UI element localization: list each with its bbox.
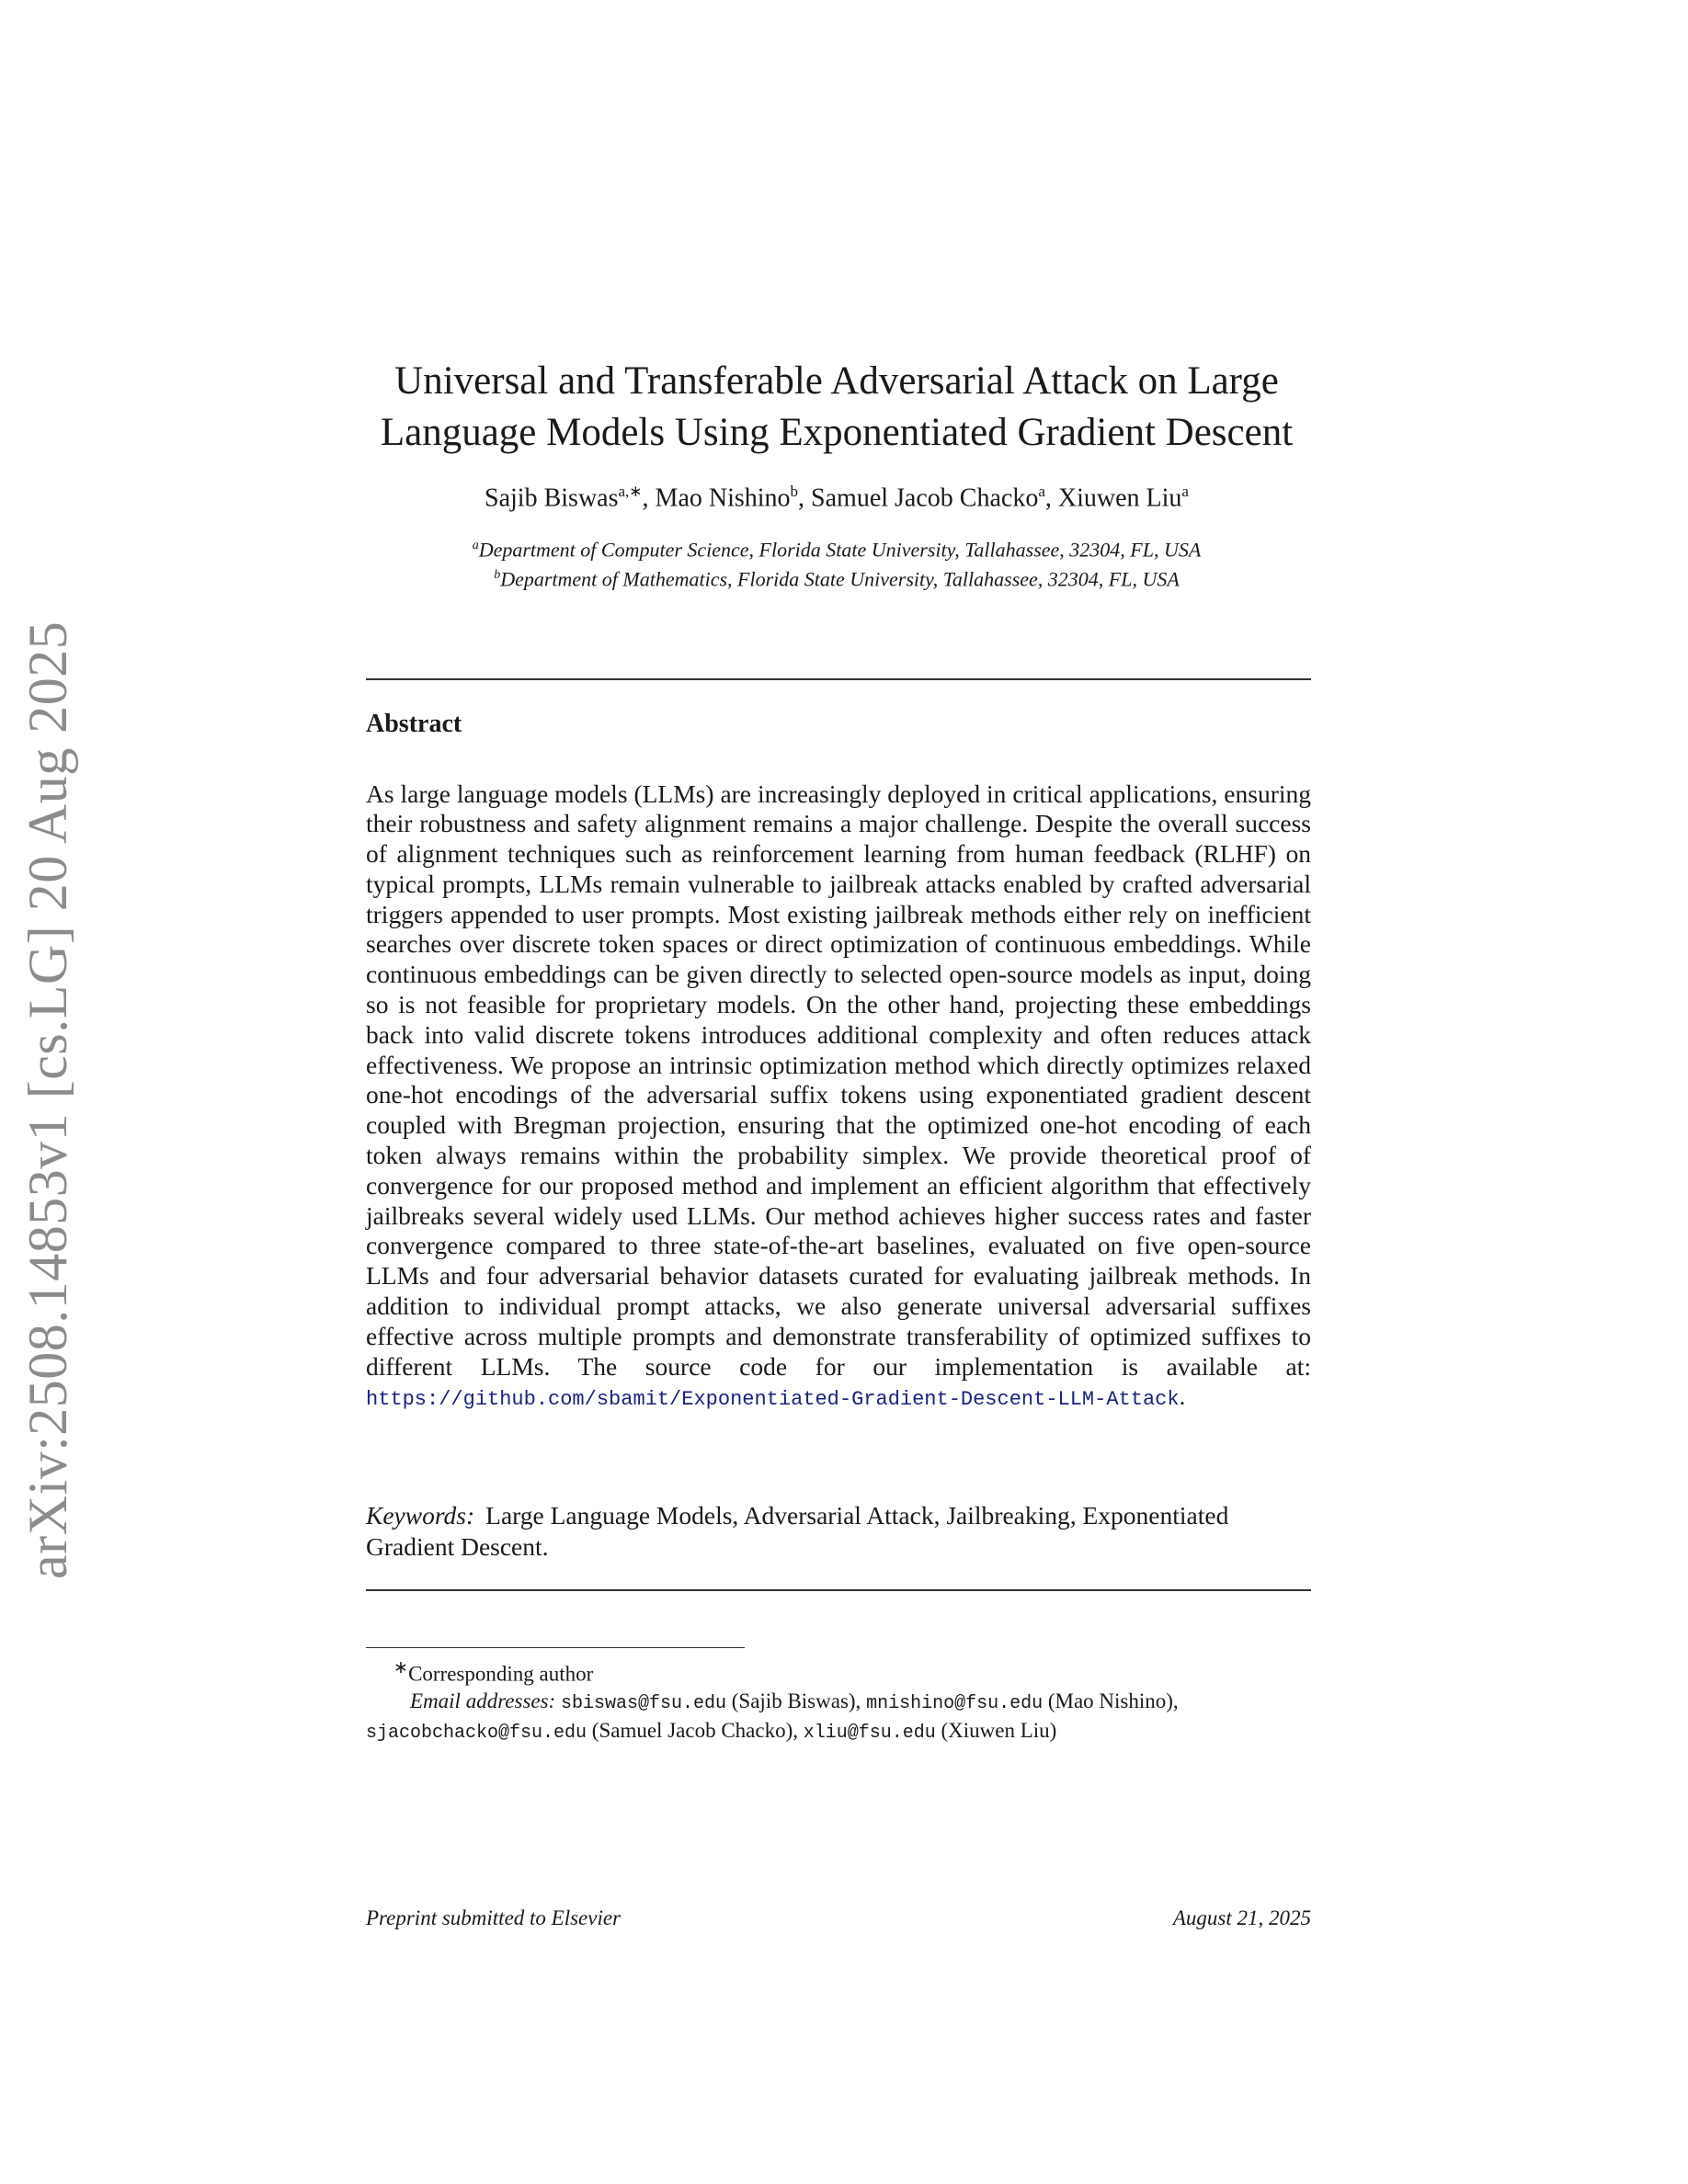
paper-title (363, 356, 1310, 459)
corresponding-mark: ∗ (393, 1658, 409, 1678)
abstract-heading: Abstract (366, 710, 462, 738)
email-link[interactable]: mnishino@fsu.edu (866, 1692, 1044, 1714)
preprint-note: Preprint submitted to Elsevier (366, 1906, 622, 1929)
keywords-text: Large Language Models, Adversarial Attack, Jailbreaking, Exponentiated Gradient Descent. (366, 1501, 1229, 1561)
corresponding-text: Corresponding author (408, 1662, 594, 1686)
email-addresses (366, 1688, 1322, 1717)
email-owner: (Sajib Biswas), (726, 1689, 867, 1712)
email-addresses-cont (366, 1717, 1322, 1746)
author-affil-mark: a (1038, 483, 1045, 500)
author-affil-mark: b (790, 483, 799, 500)
preprint-date: August 21, 2025 (1172, 1906, 1311, 1929)
abstract-top-rule (366, 678, 1311, 680)
abstract-end: . (1179, 1382, 1186, 1411)
author-separator: , (1044, 483, 1058, 513)
github-link[interactable]: https://github.com/sbamit/Exponentiated-Gradient-Descent-LLM-Attack (366, 1388, 1180, 1412)
email-link[interactable]: sbiswas@fsu.edu (560, 1692, 726, 1714)
keywords-label: Keywords: (366, 1501, 475, 1530)
affiliation (363, 533, 1310, 563)
footnote (366, 1655, 1322, 1746)
email-owner: (Xiuwen Liu) (935, 1718, 1057, 1742)
abstract-bottom-rule (366, 1589, 1311, 1591)
affiliation-mark: a (472, 539, 479, 552)
author-name: Mao Nishino (655, 483, 791, 513)
email-link[interactable]: xliu@fsu.edu (803, 1722, 936, 1744)
email-owner: (Samuel Jacob Chacko), (587, 1718, 804, 1742)
author-name: Samuel Jacob Chacko (811, 483, 1039, 513)
author-separator: , (798, 483, 812, 513)
author-list (363, 476, 1310, 514)
author-affil-mark: a,∗ (618, 483, 643, 500)
affiliation-text: Department of Computer Science, Florida State University, Tallahassee, 32304, FL, USA (478, 538, 1202, 562)
arxiv-identifier-stamp: arXiv:2508.14853v1 [cs.LG] 20 Aug 2025 (17, 620, 78, 1579)
author-name: Sajib Biswas (485, 483, 619, 513)
author-separator: , (642, 483, 656, 513)
affiliation-text: Department of Mathematics, Florida State University, Tallahassee, 32304, FL, USA (500, 567, 1180, 591)
footnote-rule (366, 1647, 745, 1648)
keywords (366, 1500, 1311, 1563)
email-link[interactable]: sjacobchacko@fsu.edu (366, 1722, 587, 1744)
abstract-body (366, 779, 1311, 1416)
abstract-text: As large language models (LLMs) are increasingly deployed in critical applications, ensuring their robustness and safety alignment remains a major challenge. Despite the overall success of alignment techniques such as reinforcement learning from human feedback (RLHF) on typical prompts, LLMs remain vulnerable to jailbreak attacks enabled by crafted adversarial triggers appended to user prompts. Most existing jailbreak methods either rely on inefficient searches over discrete token spaces or direct optimization of continuous embeddings. While continuous embeddings can be given directly to selected open-source models as input, doing so is not feasible for proprietary models. On the other hand, projecting these embeddings back into valid discrete tokens introduces additional complexity and often reduces attack effectiveness. We propose an intrinsic optimization method which directly optimizes relaxed one-hot encodings of the adversarial suffix tokens using exponentiated gradient descent coupled with Bregman projection, ensuring that the optimized one-hot encoding of each token always remains within the probability simplex. We provide theoretical proof of convergence for our proposed method and implement an efficient algorithm that effectively jailbreaks several widely used LLMs. Our method achieves higher success rates and faster convergence compared to three state-of-the-art baselines, evaluated on five open-source LLMs and four adversarial behavior datasets curated for evaluating jailbreak methods. In addition to individual prompt attacks, we also generate universal adversarial suffixes effective across multiple prompts and demonstrate transferability of optimized suffixes to different LLMs. The source code for our implementation is available at: (366, 779, 1311, 1381)
affiliation (363, 563, 1310, 592)
author-name: Xiuwen Liu (1057, 483, 1182, 513)
title-line-2: Language Models Using Exponentiated Gradient Descent (380, 410, 1294, 454)
title-line-1: Universal and Transferable Adversarial Attack on Large (394, 358, 1279, 403)
author-affil-mark: a (1181, 483, 1189, 500)
email-owner: (Mao Nishino), (1043, 1689, 1179, 1712)
email-label: Email addresses: (410, 1689, 556, 1712)
corresponding-author-note (366, 1655, 1322, 1688)
affiliation-mark: b (494, 568, 501, 583)
affiliation-list (363, 533, 1310, 593)
